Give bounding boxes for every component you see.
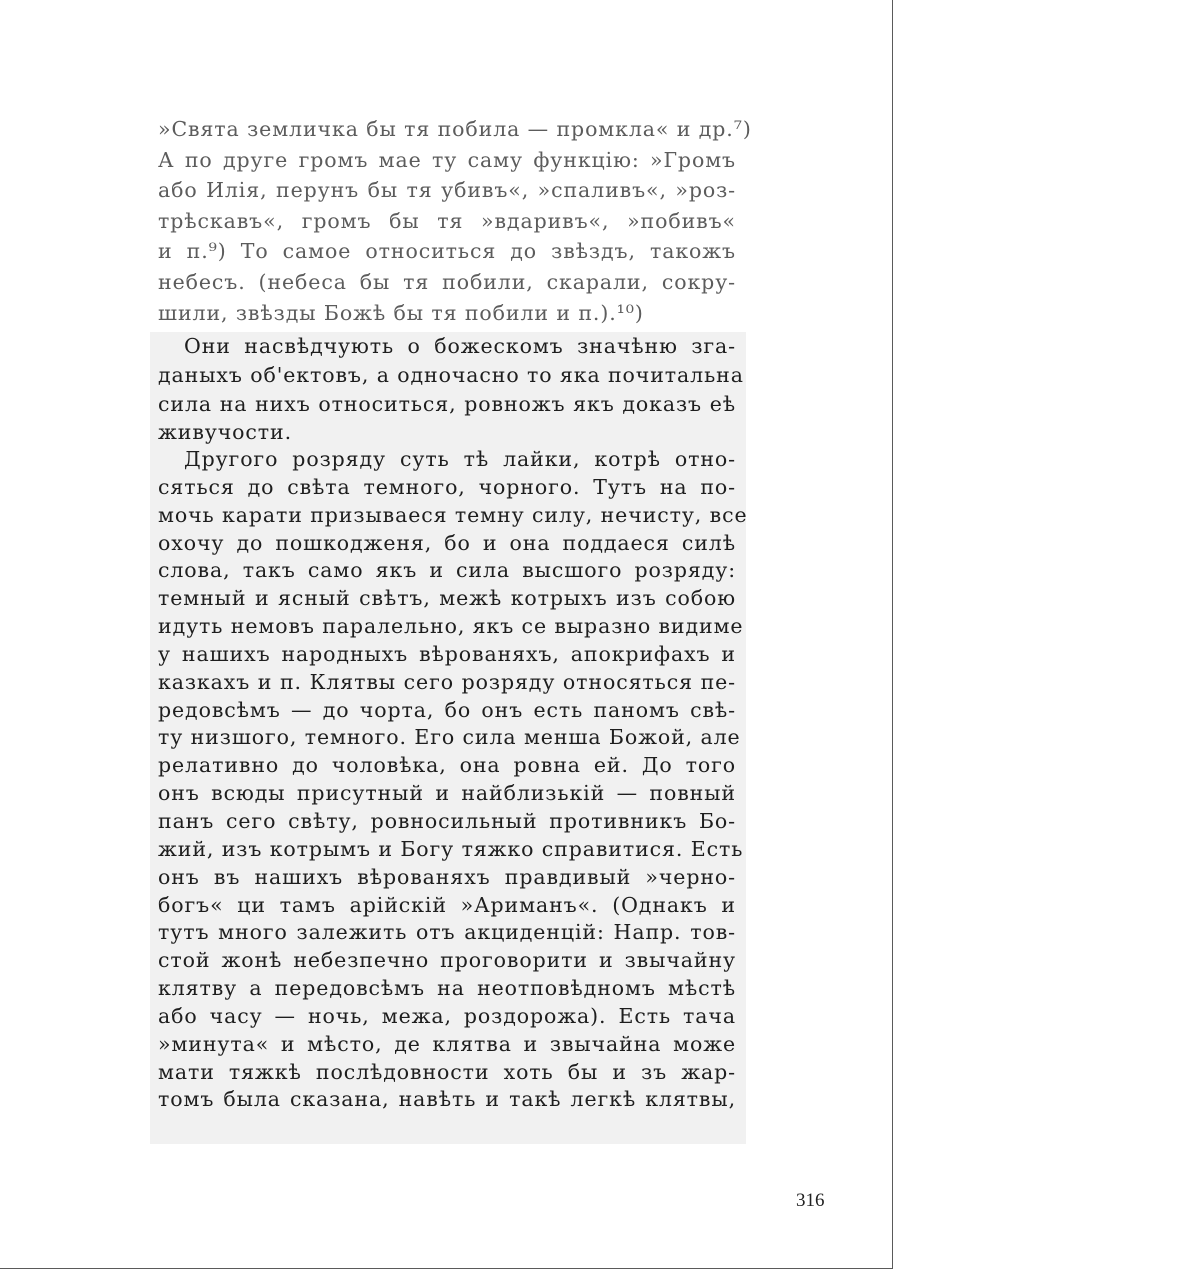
text-line: сила на нихъ относиться, ровножъ якъ доказъ еѣ bbox=[158, 391, 736, 416]
text-line: даныхъ об'ектовъ, а одночасно то яка почитальна bbox=[158, 362, 744, 387]
text-line: трѣскавъ«, громъ бы тя »вдаривъ«, »побивъ« bbox=[158, 208, 736, 233]
text-line: »Свята земличка бы тя побила — промкла« и др.⁷) bbox=[158, 117, 752, 141]
text-line: живучости. bbox=[158, 420, 293, 445]
text-line: панъ сего свѣту, ровносильный противникъ Бо- bbox=[158, 808, 736, 833]
text-line: стой жонѣ небезпечно проговорити и звычайну bbox=[158, 948, 736, 973]
scanned-text-region bbox=[150, 104, 752, 1144]
text-line: редовсѣмъ — до чорта, бо онъ есть паномъ свѣ- bbox=[158, 697, 736, 722]
text-line: и п.⁹) То самое относиться до звѣздъ, такожъ bbox=[158, 239, 736, 264]
page-number: 316 bbox=[796, 1190, 825, 1211]
paragraph-faded bbox=[158, 114, 752, 328]
text-line: або Илія, перунъ бы тя убивъ«, »спаливъ«, »роз- bbox=[158, 178, 736, 203]
text-line: охочу до пошкодженя, бо и она поддаеся силѣ bbox=[158, 530, 736, 555]
text-line: небесъ. (небеса бы тя побили, скарали, сокру- bbox=[158, 269, 736, 294]
text-line: онъ въ нашихъ вѣрованяхъ правдивый »черно- bbox=[158, 864, 736, 889]
paragraph-second-category bbox=[158, 446, 748, 1114]
text-line: шили, звѣзды Божѣ бы тя побили и п.).¹⁰) bbox=[158, 300, 644, 325]
text-line: слова, такъ само якъ и сила высшого розряду: bbox=[158, 558, 736, 583]
text-line: онъ всюды присутный и найблизькій — повный bbox=[158, 781, 736, 806]
text-line: мати тяжкѣ послѣдовности хоть бы и зъ жар- bbox=[158, 1059, 736, 1084]
text-line: клятву а передовсѣмъ на неотповѣдномъ мѣстѣ bbox=[158, 976, 736, 1001]
text-line: идуть немовъ паралельно, якъ се выразно видиме bbox=[158, 614, 744, 639]
text-line: богъ« ци тамъ арійскій »Ариманъ«. (Однакъ и bbox=[158, 892, 736, 917]
text-line: А по друге громъ мае ту саму функцію: »Громъ bbox=[158, 147, 736, 172]
text-line: »минута« и мѣсто, де клятва и звычайна може bbox=[158, 1031, 736, 1056]
text-line: сяться до свѣта темного, чорного. Тутъ на по- bbox=[158, 474, 736, 499]
text-line: мочь карати призываеся темну силу, нечисту, все bbox=[158, 502, 748, 527]
text-line: або часу — ночь, межа, роздорожа). Есть тача bbox=[158, 1003, 736, 1028]
text-line: релативно до чоловѣка, она ровна ей. До того bbox=[158, 753, 736, 778]
paragraph-evidence bbox=[158, 332, 744, 447]
text-line: тутъ много залежить отъ акциденцій: Напр. тов- bbox=[158, 920, 736, 945]
text-line: темный и ясный свѣтъ, межѣ котрыхъ изъ собою bbox=[158, 586, 736, 611]
text-line: жий, изъ котрымъ и Богу тяжко справитися. Есть bbox=[158, 836, 744, 861]
text-line: у нашихъ народныхъ вѣрованяхъ, апокрифахъ и bbox=[158, 641, 736, 666]
text-line: Они насвѣдчують о божескомъ значѣню зга- bbox=[184, 334, 736, 358]
text-line: ту низшого, темного. Его сила менша Божой, але bbox=[158, 725, 741, 750]
text-line: казкахъ и п. Клятвы сего розряду относяться пе- bbox=[158, 669, 736, 694]
text-line: Другого розряду суть тѣ лайки, котрѣ отно- bbox=[184, 447, 736, 471]
text-line: томъ была сказана, навѣть и такѣ легкѣ клятвы, bbox=[158, 1087, 736, 1112]
